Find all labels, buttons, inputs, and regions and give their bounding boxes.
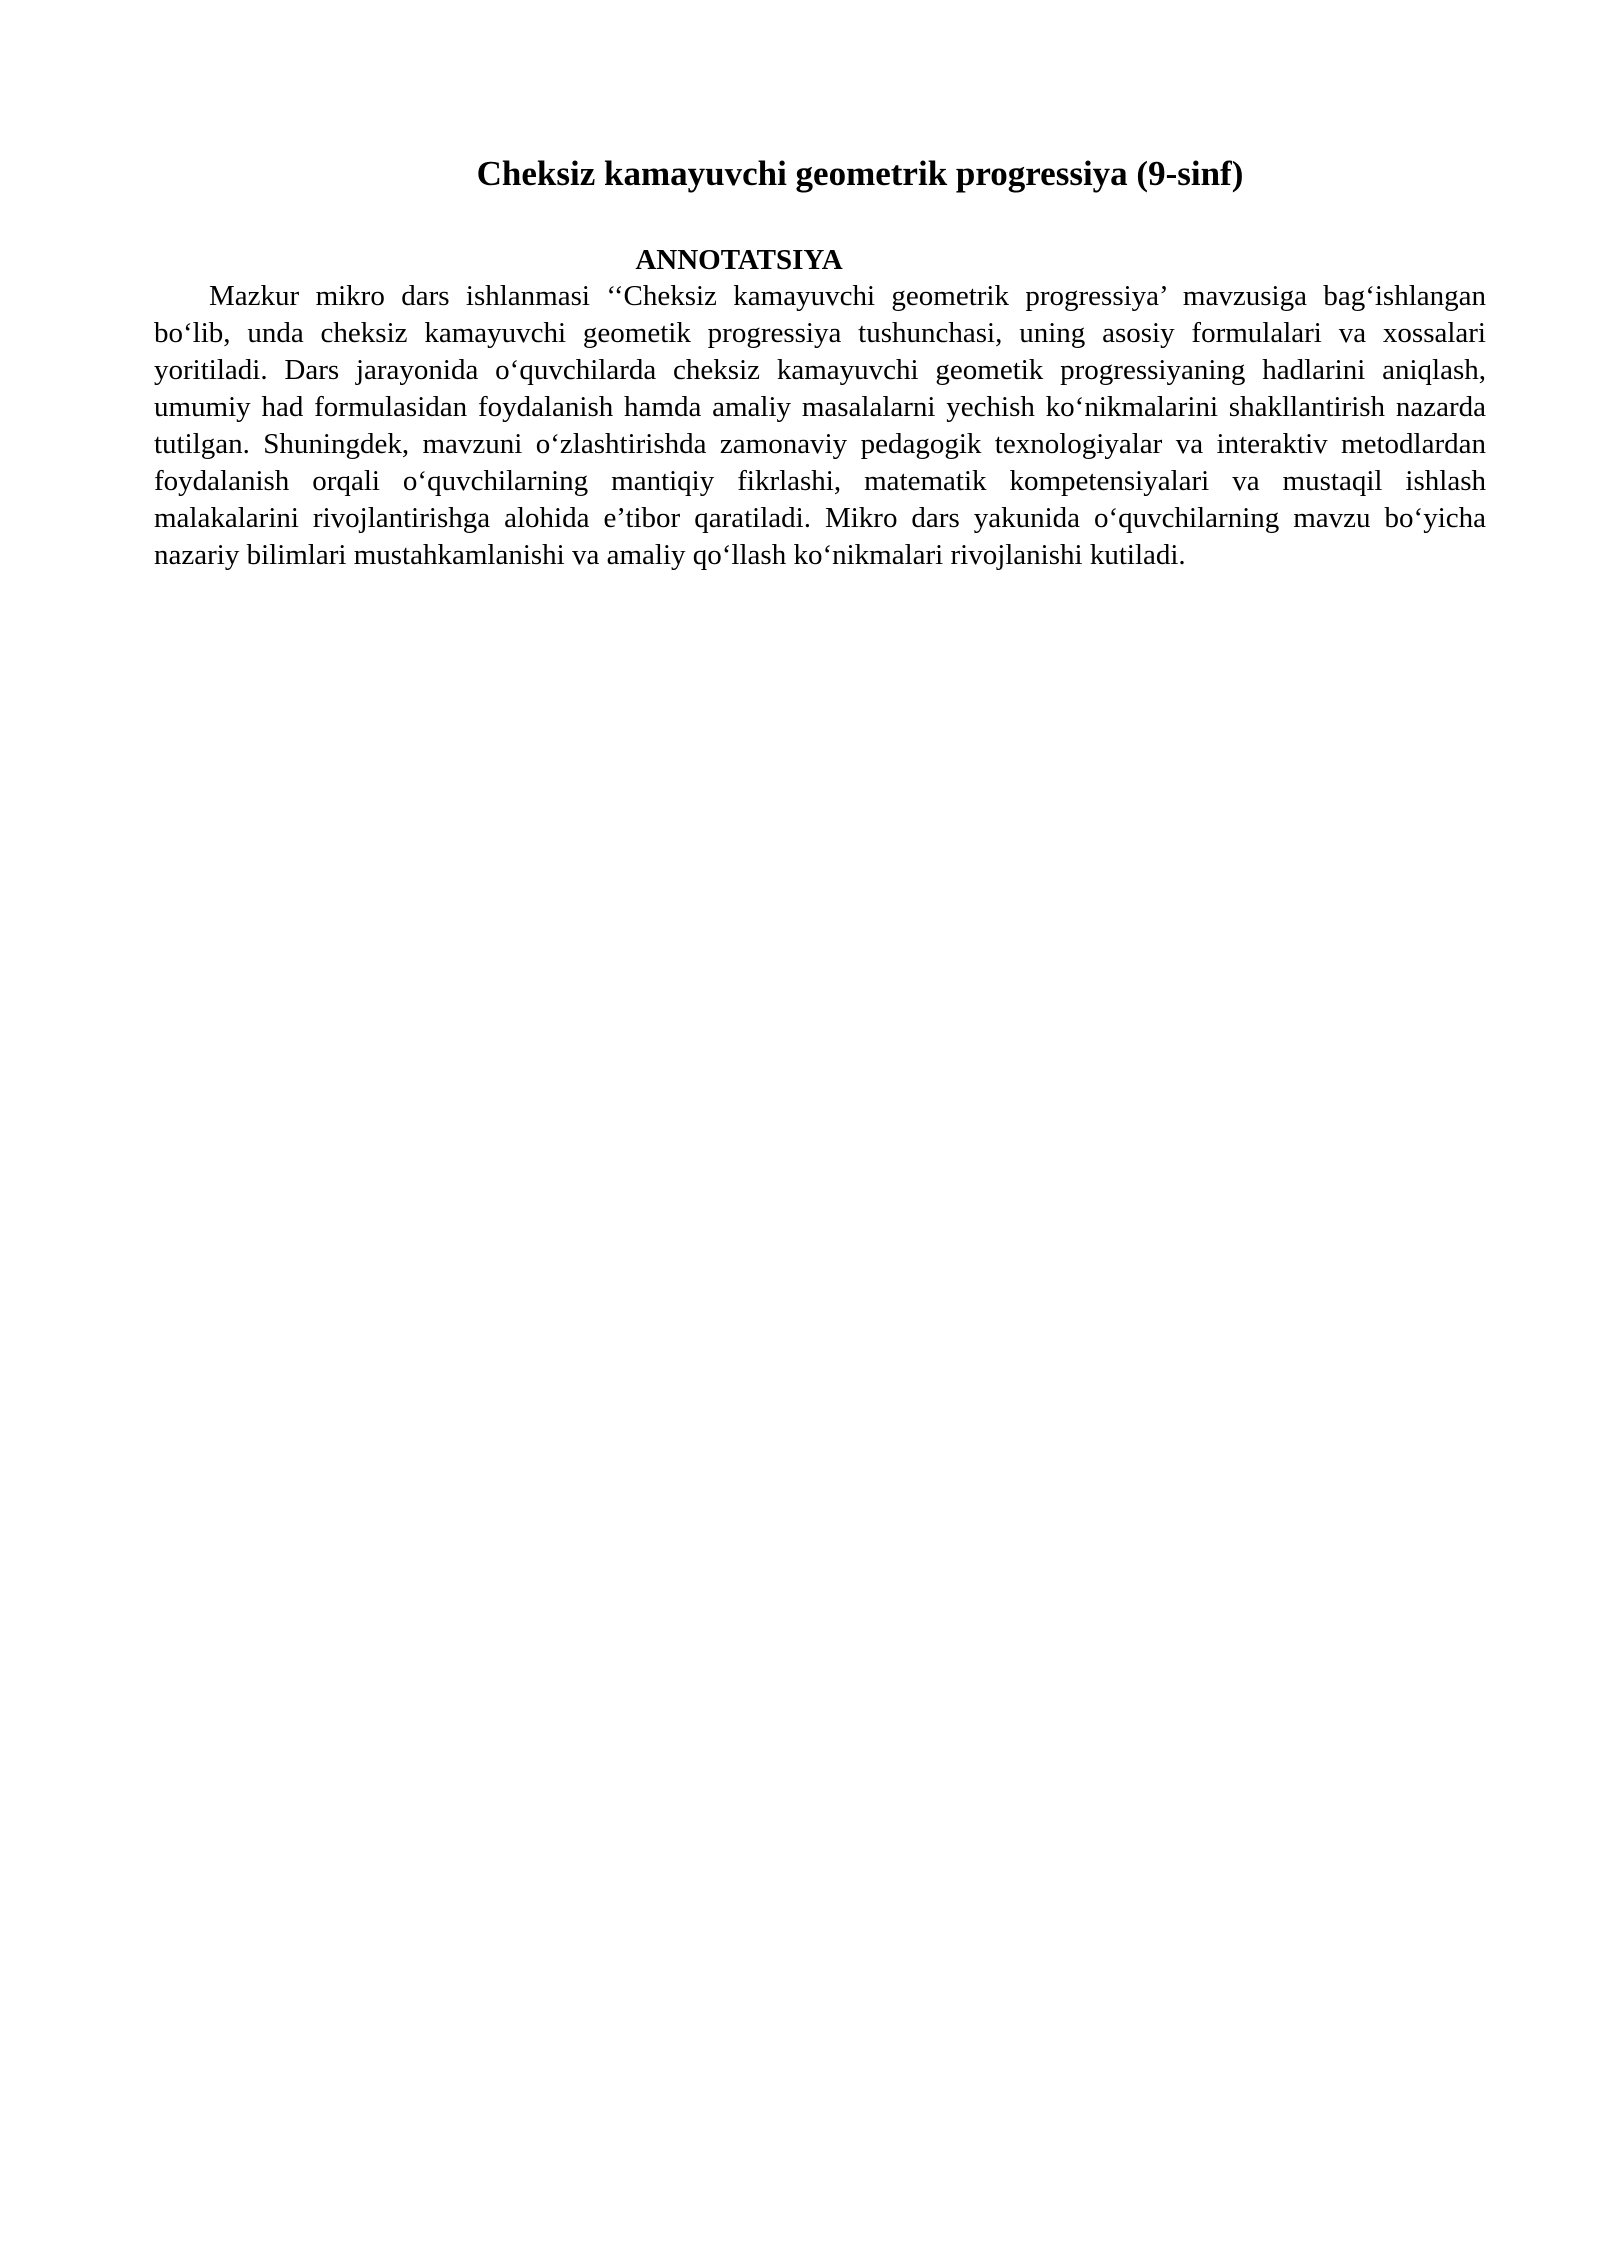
annotation-paragraph: Mazkur mikro dars ishlanmasi ‘‘Cheksiz kamayuvchi geometrik progressiya’ mavzusiga bag‘ishlangan bo‘lib, unda cheksiz kamayuvchi geometik progressiya tushunchasi, uning asosiy formulalari va xossalari yoritiladi. Dars jarayonida o‘quvchilarda cheksiz kamayuvchi geometik progressiyaning hadlarini aniqlash, umumiy had formulasidan foydalanish hamda amaliy masalalarni yechish ko‘nikmalarini shakllantirish nazarda tutilgan. Shuningdek, mavzuni o‘zlashtirishda zamonaviy pedagogik texnologiyalar va interaktiv metodlardan foydalanish orqali o‘quvchilarning mantiqiy fikrlashi, matematik kompetensiyalari va mustaqil ishlash malakalarini rivojlantirishga alohida e’tibor qaratiladi. Mikro dars yakunida o‘quvchilarning mavzu bo‘yicha nazariy bilimlari mustahkamlanishi va amaliy qo‘llash ko‘nikmalari rivojlanishi kutiladi.	[154, 280, 1486, 571]
document-title: Cheksiz kamayuvchi geometrik progressiya (9-sinf)	[476, 154, 1244, 193]
section-heading-annotatsiya: ANNOTATSIYA	[635, 244, 843, 276]
